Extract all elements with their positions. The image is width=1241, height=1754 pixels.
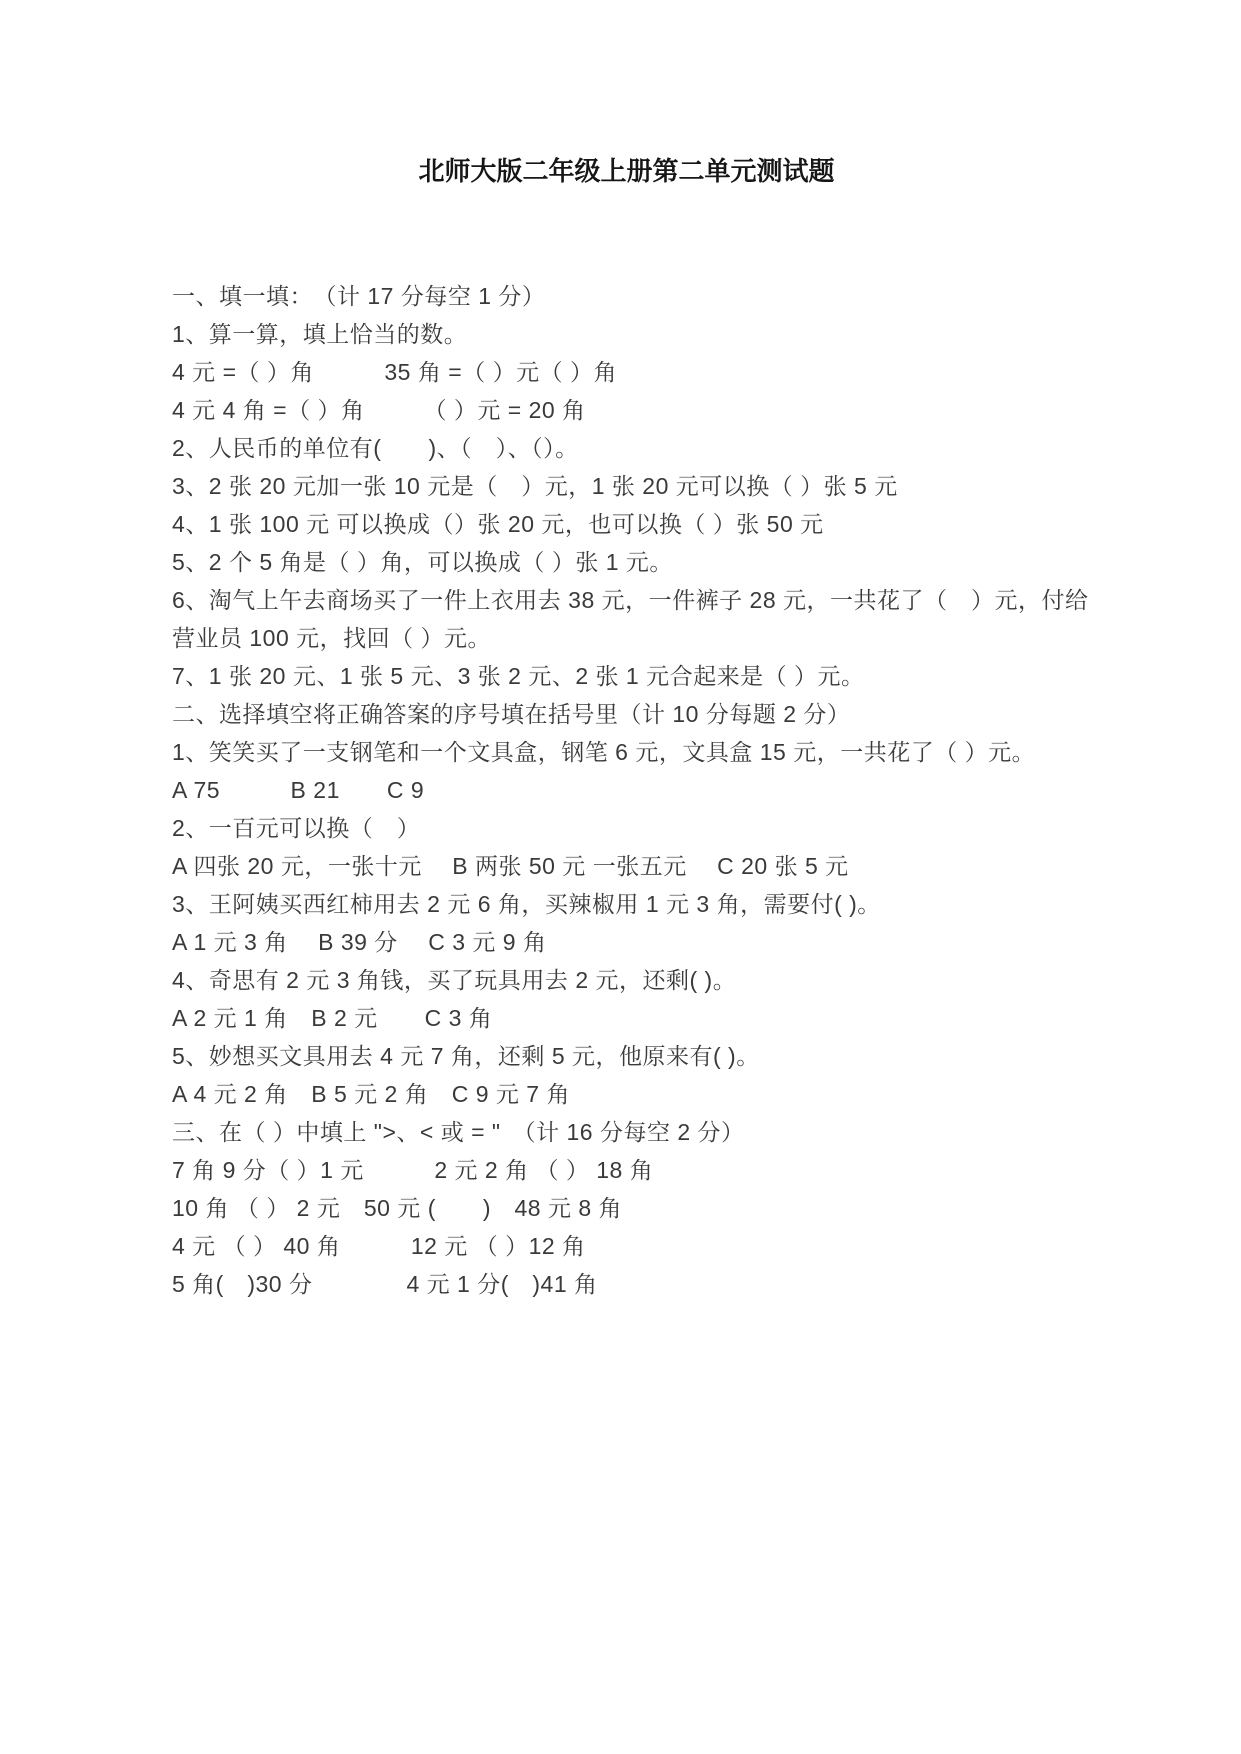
choice-options-line: A 1 元 3 角 B 39 分 C 3 元 9 角 [172, 929, 547, 955]
question-line: 4 元 =（ ）角 35 角 =（ ）元（ ）角 [172, 359, 617, 385]
comparison-line: 7 角 9 分（ ）1 元 2 元 2 角 （ ） 18 角 [172, 1157, 654, 1183]
question-line-continuation: 营业员 100 元，找回（ ）元。 [172, 625, 492, 651]
section-1-heading: 一、填一填： （计 17 分每空 1 分） [172, 283, 546, 309]
section-2-heading: 二、选择填空将正确答案的序号填在括号里（计 10 分每题 2 分） [172, 701, 851, 727]
comparison-line: 10 角 （ ） 2 元 50 元 ( ) 48 元 8 角 [172, 1195, 623, 1221]
choice-options-line: A 75 B 21 C 9 [172, 777, 425, 803]
question-line: 4、1 张 100 元 可以换成（）张 20 元，也可以换（ ）张 50 元 [172, 511, 824, 537]
question-line: 3、王阿姨买西红柿用去 2 元 6 角，买辣椒用 1 元 3 角，需要付( )。 [172, 891, 881, 917]
question-line: 4 元 4 角 =（ ）角 （ ）元 = 20 角 [172, 397, 586, 423]
comparison-line: 4 元 （ ） 40 角 12 元 （ ）12 角 [172, 1233, 586, 1259]
question-line: 2、人民币的单位有( )、（ ）、（）。 [172, 435, 579, 461]
question-line: 2、一百元可以换（ ） [172, 815, 421, 841]
section-3-heading: 三、在（ ）中填上 ">、< 或 = " （计 16 分每空 2 分） [172, 1119, 745, 1145]
question-line: 5、2 个 5 角是（ ）角，可以换成（ ）张 1 元。 [172, 549, 673, 575]
choice-options-line: A 2 元 1 角 B 2 元 C 3 角 [172, 1005, 493, 1031]
choice-options-line: A 4 元 2 角 B 5 元 2 角 C 9 元 7 角 [172, 1081, 570, 1107]
question-line: 5、妙想买文具用去 4 元 7 角，还剩 5 元，他原来有( )。 [172, 1043, 760, 1069]
question-line: 1、算一算，填上恰当的数。 [172, 321, 468, 347]
comparison-line: 5 角( )30 分 4 元 1 分( )41 角 [172, 1271, 598, 1297]
question-line: 3、2 张 20 元加一张 10 元是（ ）元，1 张 20 元可以换（ ）张 5 元 [172, 473, 898, 499]
question-line: 6、淘气上午去商场买了一件上衣用去 38 元，一件裤子 28 元，一共花了（ ）元，付给 [172, 587, 1089, 613]
question-line: 7、1 张 20 元、1 张 5 元、3 张 2 元、2 张 1 元合起来是（ ）元。 [172, 663, 865, 689]
document-body [172, 277, 1151, 1303]
choice-options-line: A 四张 20 元，一张十元 B 两张 50 元 一张五元 C 20 张 5 元 [172, 853, 849, 879]
question-line: 1、笑笑买了一支钢笔和一个文具盒，钢笔 6 元，文具盒 15 元，一共花了（ ）元。 [172, 739, 1036, 765]
document-title: 北师大版二年级上册第二单元测试题 [418, 157, 835, 186]
question-line: 4、奇思有 2 元 3 角钱，买了玩具用去 2 元，还剩( )。 [172, 967, 737, 993]
